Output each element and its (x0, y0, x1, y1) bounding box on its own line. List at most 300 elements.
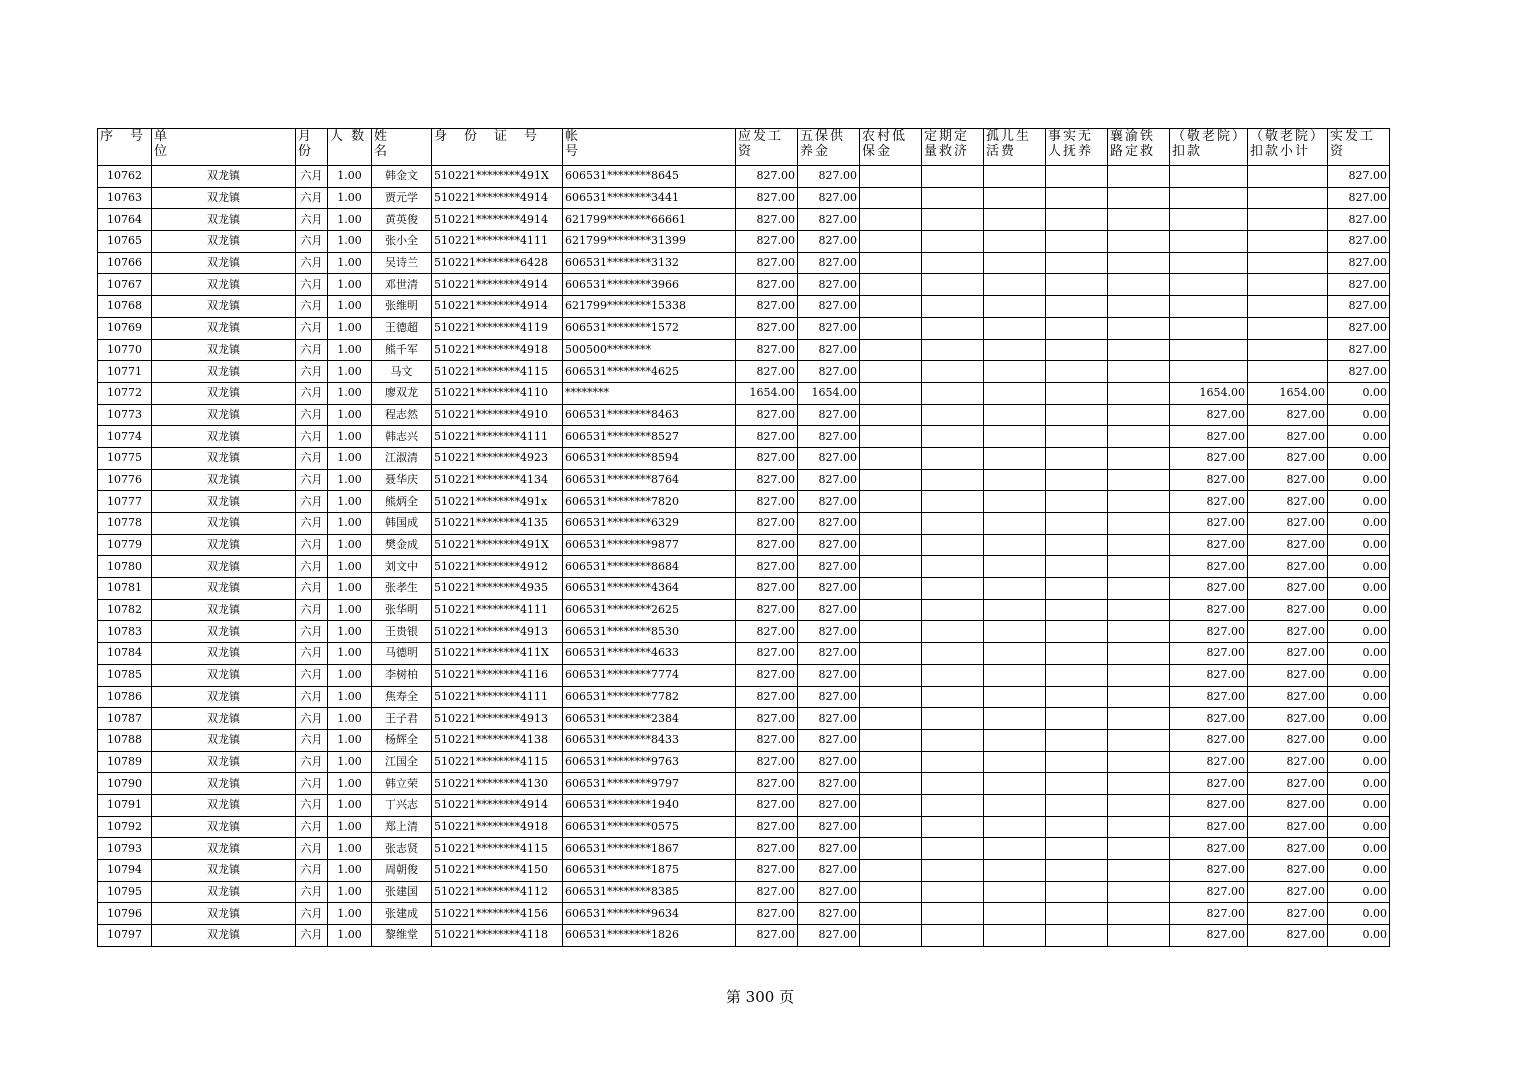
table-row (98, 794, 1390, 816)
table-cell: 六月 (296, 317, 328, 339)
table-cell: 双龙镇 (152, 794, 296, 816)
table-row (98, 881, 1390, 903)
table-cell: 621799********66661 (563, 209, 736, 231)
table-cell: 827.00 (1248, 426, 1328, 448)
table-cell: 827.00 (736, 794, 798, 816)
table-cell: ******** (563, 382, 736, 404)
table-cell: 827.00 (736, 599, 798, 621)
table-cell (1046, 903, 1108, 925)
table-cell: 10765 (98, 231, 152, 253)
table-cell: 827.00 (798, 773, 860, 795)
table-row (98, 187, 1390, 209)
table-cell: 双龙镇 (152, 231, 296, 253)
table-cell: 熊炳全 (372, 491, 432, 513)
table-cell: 10793 (98, 838, 152, 860)
table-cell: 10783 (98, 621, 152, 643)
table-cell: 10779 (98, 534, 152, 556)
table-cell: 827.00 (1248, 925, 1328, 947)
table-cell: 1.00 (328, 252, 372, 274)
table-cell (922, 296, 984, 318)
table-cell: 1654.00 (1170, 382, 1248, 404)
table-cell: 六月 (296, 469, 328, 491)
table-cell: 827.00 (798, 187, 860, 209)
table-cell: 1.00 (328, 925, 372, 947)
table-cell (1046, 404, 1108, 426)
table-cell (984, 578, 1046, 600)
table-cell: 510221********4115 (432, 751, 563, 773)
header-cell: 定期定量救济 (922, 129, 984, 166)
table-cell: 827.00 (798, 426, 860, 448)
table-cell: 双龙镇 (152, 860, 296, 882)
table-cell (860, 361, 922, 383)
table-cell (1046, 816, 1108, 838)
table-cell: 510221********4913 (432, 708, 563, 730)
table-cell: 606531********8463 (563, 404, 736, 426)
table-cell (1046, 534, 1108, 556)
table-cell (984, 773, 1046, 795)
table-cell: 621799********15338 (563, 296, 736, 318)
table-cell: 韩志兴 (372, 426, 432, 448)
table-cell (1108, 317, 1170, 339)
table-cell: 827.00 (798, 708, 860, 730)
table-cell: 827.00 (736, 556, 798, 578)
table-cell (1170, 187, 1248, 209)
table-cell: 双龙镇 (152, 469, 296, 491)
table-row (98, 382, 1390, 404)
header-cell: 孤儿生活费 (984, 129, 1046, 166)
table-cell: 827.00 (1248, 860, 1328, 882)
table-row (98, 274, 1390, 296)
table-cell (922, 686, 984, 708)
table-cell: 827.00 (1170, 816, 1248, 838)
table-cell: 10770 (98, 339, 152, 361)
table-cell: 双龙镇 (152, 664, 296, 686)
table-cell: 827.00 (1170, 469, 1248, 491)
table-cell: 827.00 (1170, 491, 1248, 513)
table-cell (922, 274, 984, 296)
table-cell: 双龙镇 (152, 816, 296, 838)
table-cell: 510221********4134 (432, 469, 563, 491)
table-row (98, 317, 1390, 339)
page-number: 第 300 页 (725, 988, 795, 1006)
table-cell: 827.00 (736, 643, 798, 665)
table-row (98, 404, 1390, 426)
table-cell: 827.00 (798, 447, 860, 469)
table-cell: 510221********4135 (432, 513, 563, 535)
table-cell: 621799********31399 (563, 231, 736, 253)
table-cell: 827.00 (1248, 794, 1328, 816)
table-cell (1248, 296, 1328, 318)
table-cell (1108, 274, 1170, 296)
table-cell: 张建国 (372, 881, 432, 903)
table-cell (860, 209, 922, 231)
table-cell: 10777 (98, 491, 152, 513)
table-cell: 827.00 (736, 252, 798, 274)
table-cell (922, 729, 984, 751)
table-cell: 827.00 (1248, 491, 1328, 513)
table-cell: 廖双龙 (372, 382, 432, 404)
table-cell: 827.00 (736, 664, 798, 686)
table-cell: 827.00 (1328, 252, 1390, 274)
table-cell (984, 816, 1046, 838)
table-cell: 510221********4111 (432, 686, 563, 708)
table-cell: 双龙镇 (152, 447, 296, 469)
table-cell: 0.00 (1328, 513, 1390, 535)
table-cell: 827.00 (1248, 599, 1328, 621)
table-cell: 510221********4110 (432, 382, 563, 404)
table-cell (1108, 491, 1170, 513)
table-cell (860, 816, 922, 838)
table-cell (922, 925, 984, 947)
table-cell: 827.00 (1248, 686, 1328, 708)
table-cell (860, 296, 922, 318)
table-cell: 827.00 (798, 469, 860, 491)
table-cell: 马德明 (372, 643, 432, 665)
table-cell: 0.00 (1328, 838, 1390, 860)
header-cell: 襄渝铁路定救 (1108, 129, 1170, 166)
table-cell: 510221********4913 (432, 621, 563, 643)
table-cell (1046, 469, 1108, 491)
table-cell: 827.00 (1170, 621, 1248, 643)
table-cell (1046, 599, 1108, 621)
table-row (98, 686, 1390, 708)
table-cell (984, 187, 1046, 209)
table-cell: 1.00 (328, 903, 372, 925)
table-row (98, 664, 1390, 686)
table-cell (1046, 361, 1108, 383)
table-cell (922, 382, 984, 404)
table-cell (860, 686, 922, 708)
table-cell: 827.00 (1170, 903, 1248, 925)
table-cell: 606531********4625 (563, 361, 736, 383)
table-cell (922, 447, 984, 469)
table-cell: 827.00 (1248, 643, 1328, 665)
table-cell (1108, 751, 1170, 773)
table-cell (1108, 166, 1170, 188)
table-cell: 827.00 (736, 838, 798, 860)
table-cell: 吴诗兰 (372, 252, 432, 274)
table-cell (922, 773, 984, 795)
table-cell: 827.00 (736, 469, 798, 491)
table-cell: 1654.00 (1248, 382, 1328, 404)
table-cell (984, 209, 1046, 231)
table-cell: 510221********4914 (432, 296, 563, 318)
table-cell (860, 274, 922, 296)
table-cell: 双龙镇 (152, 534, 296, 556)
table-cell: 六月 (296, 881, 328, 903)
table-cell: 六月 (296, 903, 328, 925)
table-cell: 510221********4914 (432, 274, 563, 296)
table-cell: 606531********1572 (563, 317, 736, 339)
table-cell: 六月 (296, 751, 328, 773)
table-cell (1108, 296, 1170, 318)
header-cell: 身 份 证 号 (432, 129, 563, 166)
table-cell: 827.00 (1248, 404, 1328, 426)
table-cell: 827.00 (1328, 339, 1390, 361)
table-cell (860, 578, 922, 600)
table-cell: 0.00 (1328, 469, 1390, 491)
table-cell (1170, 231, 1248, 253)
table-cell (860, 664, 922, 686)
table-cell: 张孝生 (372, 578, 432, 600)
table-cell: 827.00 (1328, 166, 1390, 188)
table-cell (860, 838, 922, 860)
table-cell: 六月 (296, 773, 328, 795)
table-cell: 0.00 (1328, 382, 1390, 404)
table-cell: 1.00 (328, 231, 372, 253)
table-cell: 1.00 (328, 317, 372, 339)
table-cell: 六月 (296, 578, 328, 600)
table-cell: 10795 (98, 881, 152, 903)
table-cell (1046, 556, 1108, 578)
table-cell: 1.00 (328, 513, 372, 535)
table-row (98, 252, 1390, 274)
table-cell: 827.00 (1170, 773, 1248, 795)
table-cell: 827.00 (798, 881, 860, 903)
table-row (98, 708, 1390, 730)
table-cell: 0.00 (1328, 686, 1390, 708)
table-cell (922, 534, 984, 556)
table-cell: 1.00 (328, 578, 372, 600)
table-cell (1108, 209, 1170, 231)
table-row (98, 556, 1390, 578)
table-cell: 双龙镇 (152, 881, 296, 903)
table-cell: 827.00 (1248, 903, 1328, 925)
table-cell: 张小全 (372, 231, 432, 253)
payroll-table (97, 128, 1390, 947)
table-cell: 510221********491X (432, 166, 563, 188)
table-cell (1108, 664, 1170, 686)
table-cell (984, 599, 1046, 621)
table-cell (860, 382, 922, 404)
table-cell: 熊千军 (372, 339, 432, 361)
table-cell: 510221********4910 (432, 404, 563, 426)
table-cell (984, 296, 1046, 318)
header-cell: 姓 名 (372, 129, 432, 166)
table-cell: 827.00 (1170, 426, 1248, 448)
header-cell: 应发工资 (736, 129, 798, 166)
table-cell: 1.00 (328, 881, 372, 903)
table-cell: 606531********1826 (563, 925, 736, 947)
table-cell (984, 513, 1046, 535)
table-cell: 510221********491X (432, 534, 563, 556)
table-cell: 827.00 (798, 599, 860, 621)
table-cell (1046, 252, 1108, 274)
table-cell: 827.00 (798, 838, 860, 860)
table-cell: 606531********4633 (563, 643, 736, 665)
table-cell: 827.00 (736, 578, 798, 600)
table-row (98, 751, 1390, 773)
table-cell: 827.00 (736, 708, 798, 730)
table-cell: 827.00 (1170, 534, 1248, 556)
table-cell: 827.00 (1170, 664, 1248, 686)
table-cell (860, 534, 922, 556)
table-cell: 1.00 (328, 187, 372, 209)
table-cell: 827.00 (1170, 578, 1248, 600)
table-cell (860, 903, 922, 925)
header-row (98, 129, 1390, 166)
table-cell (860, 881, 922, 903)
table-cell: 827.00 (798, 317, 860, 339)
table-cell: 510221********4115 (432, 361, 563, 383)
table-cell: 周朝俊 (372, 860, 432, 882)
table-cell: 827.00 (736, 317, 798, 339)
table-cell: 1.00 (328, 361, 372, 383)
table-cell: 1.00 (328, 816, 372, 838)
table-cell: 王子君 (372, 708, 432, 730)
table-cell: 六月 (296, 794, 328, 816)
table-cell: 827.00 (1328, 317, 1390, 339)
table-cell (1046, 881, 1108, 903)
table-cell: 827.00 (736, 751, 798, 773)
table-cell (1108, 578, 1170, 600)
table-cell (1046, 621, 1108, 643)
table-cell (922, 556, 984, 578)
table-cell (860, 751, 922, 773)
table-cell (1108, 556, 1170, 578)
table-cell: 827.00 (1170, 513, 1248, 535)
table-cell: 1.00 (328, 643, 372, 665)
table-cell (1108, 252, 1170, 274)
table-cell (984, 729, 1046, 751)
table-cell (860, 513, 922, 535)
table-cell: 827.00 (736, 404, 798, 426)
table-cell: 827.00 (1248, 729, 1328, 751)
table-cell: 510221********4923 (432, 447, 563, 469)
table-cell (860, 166, 922, 188)
table-cell (984, 382, 1046, 404)
table-cell (984, 664, 1046, 686)
table-cell: 1.00 (328, 621, 372, 643)
table-cell: 六月 (296, 404, 328, 426)
table-cell (922, 252, 984, 274)
table-cell: 510221********4115 (432, 838, 563, 860)
table-cell (1108, 404, 1170, 426)
header-cell: （敬老院）扣款小计 (1248, 129, 1328, 166)
table-cell: 827.00 (798, 578, 860, 600)
table-cell: 1.00 (328, 447, 372, 469)
table-cell: 510221********4138 (432, 729, 563, 751)
table-cell (984, 708, 1046, 730)
table-cell (1046, 166, 1108, 188)
table-cell (1108, 860, 1170, 882)
table-cell: 1654.00 (798, 382, 860, 404)
table-cell (922, 317, 984, 339)
table-cell (1170, 339, 1248, 361)
table-cell (1108, 534, 1170, 556)
table-cell: 606531********2625 (563, 599, 736, 621)
table-cell (984, 751, 1046, 773)
table-cell (1046, 686, 1108, 708)
table-cell: 827.00 (1248, 773, 1328, 795)
table-cell (984, 838, 1046, 860)
table-cell (922, 404, 984, 426)
table-cell: 827.00 (1248, 621, 1328, 643)
header-cell: 人 数 (328, 129, 372, 166)
table-cell: 丁兴志 (372, 794, 432, 816)
table-cell: 双龙镇 (152, 578, 296, 600)
table-cell: 10773 (98, 404, 152, 426)
table-cell: 双龙镇 (152, 621, 296, 643)
table-cell (1170, 361, 1248, 383)
table-cell (984, 860, 1046, 882)
table-cell (1046, 231, 1108, 253)
table-cell (1046, 860, 1108, 882)
table-cell: 1.00 (328, 382, 372, 404)
table-cell: 827.00 (798, 166, 860, 188)
table-cell (922, 860, 984, 882)
table-cell: 827.00 (736, 339, 798, 361)
table-cell (1108, 729, 1170, 751)
table-cell: 1.00 (328, 166, 372, 188)
table-cell: 杨辉全 (372, 729, 432, 751)
table-cell: 黄英俊 (372, 209, 432, 231)
table-cell: 827.00 (1248, 708, 1328, 730)
table-cell: 827.00 (736, 686, 798, 708)
table-row (98, 296, 1390, 318)
table-cell (984, 404, 1046, 426)
table-cell: 0.00 (1328, 881, 1390, 903)
table-cell: 双龙镇 (152, 773, 296, 795)
table-cell: 10792 (98, 816, 152, 838)
table-cell: 0.00 (1328, 534, 1390, 556)
table-cell: 500500******** (563, 339, 736, 361)
table-cell (984, 447, 1046, 469)
table-cell: 六月 (296, 252, 328, 274)
header-cell: 月份 (296, 129, 328, 166)
table-cell: 10790 (98, 773, 152, 795)
table-cell: 827.00 (1170, 729, 1248, 751)
table-cell: 双龙镇 (152, 751, 296, 773)
table-cell: 六月 (296, 925, 328, 947)
table-cell: 0.00 (1328, 860, 1390, 882)
table-cell: 606531********1875 (563, 860, 736, 882)
table-cell: 双龙镇 (152, 274, 296, 296)
table-cell: 606531********8433 (563, 729, 736, 751)
table-cell: 江国全 (372, 751, 432, 773)
table-cell: 606531********7782 (563, 686, 736, 708)
table-cell: 827.00 (798, 296, 860, 318)
header-cell: 帐 号 (563, 129, 736, 166)
table-cell (860, 925, 922, 947)
table-cell: 606531********8385 (563, 881, 736, 903)
table-cell (984, 491, 1046, 513)
table-cell (1046, 773, 1108, 795)
table-cell: 0.00 (1328, 447, 1390, 469)
table-cell: 六月 (296, 686, 328, 708)
table-cell: 606531********8530 (563, 621, 736, 643)
table-cell: 0.00 (1328, 751, 1390, 773)
table-cell: 双龙镇 (152, 382, 296, 404)
table-body (98, 166, 1390, 947)
table-cell: 六月 (296, 513, 328, 535)
table-cell (984, 534, 1046, 556)
table-cell: 10797 (98, 925, 152, 947)
table-cell: 827.00 (1170, 925, 1248, 947)
table-cell (922, 361, 984, 383)
table-cell: 双龙镇 (152, 187, 296, 209)
table-row (98, 361, 1390, 383)
header-cell: 序 号 (98, 129, 152, 166)
table-cell: 827.00 (798, 860, 860, 882)
table-cell: 双龙镇 (152, 491, 296, 513)
table-cell: 10764 (98, 209, 152, 231)
table-cell: 0.00 (1328, 426, 1390, 448)
table-cell: 827.00 (736, 816, 798, 838)
table-cell (922, 187, 984, 209)
table-cell: 黎维堂 (372, 925, 432, 947)
table-cell: 0.00 (1328, 643, 1390, 665)
